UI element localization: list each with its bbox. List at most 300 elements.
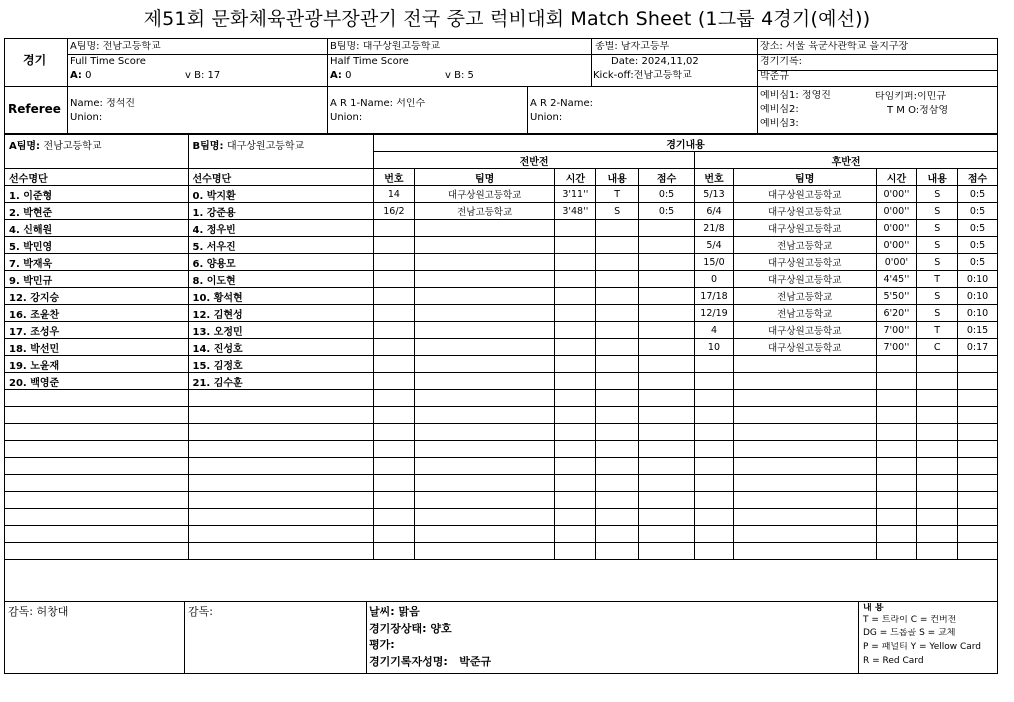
first-half-cell <box>374 526 415 543</box>
timekeeper-name: 이민규 <box>917 91 946 102</box>
first-half-cell <box>414 305 555 322</box>
match-info <box>5 39 997 87</box>
second-half-cell <box>695 424 734 441</box>
first-half-cell <box>639 441 695 458</box>
team-b-name: 대구상원고등학교 <box>362 41 441 52</box>
roster-b-player <box>188 407 374 424</box>
roster-b-player <box>188 475 374 492</box>
first-half-cell <box>555 322 596 339</box>
second-half-cell <box>876 526 917 543</box>
second-half-cell: 0:5 <box>958 237 998 254</box>
table-row <box>5 237 998 254</box>
first-half-cell: 14 <box>374 186 415 203</box>
referee-union-label: Union: <box>70 112 103 123</box>
first-half-cell <box>555 424 596 441</box>
first-half-cell <box>374 475 415 492</box>
first-half-cell <box>596 441 639 458</box>
reserve1-name: 정영진 <box>801 90 831 101</box>
first-half-cell <box>414 390 555 407</box>
team-a-name: 전남고등학교 <box>102 41 161 52</box>
second-half-cell: 대구상원고등학교 <box>733 339 876 356</box>
second-half-cell: S <box>917 254 958 271</box>
roster-a-player: 20. 백영준 <box>5 373 189 390</box>
roster-a-player: 18. 박선민 <box>5 339 189 356</box>
legend-title: 내 용 <box>863 603 884 613</box>
second-half-cell <box>958 407 998 424</box>
second-half-cell: 0:10 <box>958 305 998 322</box>
category-value: 남자고등부 <box>620 41 670 52</box>
reserve1-label: 예비심1: <box>760 90 799 101</box>
first-half-cell <box>639 373 695 390</box>
second-half-cell: 5'50'' <box>876 288 917 305</box>
match-sheet <box>4 38 998 674</box>
table-row <box>5 373 998 390</box>
second-half-cell: 7'00'' <box>876 322 917 339</box>
page-title: 제51회 문화체육관광부장관기 전국 중고 럭비대회 Match Sheet (1그룹 4경기(예선)) <box>143 8 871 30</box>
first-half-cell <box>596 407 639 424</box>
second-half-cell <box>917 424 958 441</box>
tmo-name: 정삼영 <box>919 105 949 116</box>
table-row <box>5 543 998 560</box>
roster-b-player: 8. 이도현 <box>188 271 374 288</box>
referee-name: 정석진 <box>106 98 136 109</box>
roster-a-player <box>5 475 189 492</box>
second-half-cell <box>733 441 876 458</box>
second-half-cell <box>695 356 734 373</box>
first-half-cell: 전남고등학교 <box>414 203 555 220</box>
first-half-cell <box>596 254 639 271</box>
table-row <box>5 271 998 288</box>
second-half-cell: 17/18 <box>695 288 734 305</box>
table-row <box>5 475 998 492</box>
legend-line: R = Red Card <box>863 656 924 666</box>
first-half-cell <box>555 492 596 509</box>
roster-b-player: 6. 양용모 <box>188 254 374 271</box>
roster-b-player: 5. 서우진 <box>188 237 374 254</box>
first-half-cell <box>639 254 695 271</box>
second-half-cell <box>917 407 958 424</box>
second-half-cell <box>958 424 998 441</box>
second-half-cell: 0 <box>695 271 734 288</box>
full-b-score: 17 <box>207 70 221 81</box>
first-half-cell <box>374 237 415 254</box>
roster-a-player: 7. 박재욱 <box>5 254 189 271</box>
first-half-cell <box>596 305 639 322</box>
first-half-cell <box>555 339 596 356</box>
first-half-cell <box>596 526 639 543</box>
evaluation-label: 평가: <box>369 639 395 651</box>
second-half-cell: 0'00'' <box>876 237 917 254</box>
first-half-cell <box>596 475 639 492</box>
second-half-cell: 대구상원고등학교 <box>733 203 876 220</box>
second-half-cell <box>917 475 958 492</box>
table-row <box>5 203 998 220</box>
coach-b-label: 감독: <box>188 606 213 618</box>
first-half-cell <box>596 288 639 305</box>
match-label: 경기 <box>23 54 47 66</box>
first-half-cell <box>639 271 695 288</box>
second-half-cell <box>733 356 876 373</box>
table-row <box>5 322 998 339</box>
roster-a-player <box>5 509 189 526</box>
first-half-cell <box>414 475 555 492</box>
second-half-cell: 4'45'' <box>876 271 917 288</box>
first-half-cell <box>414 492 555 509</box>
second-half-cell: 10 <box>695 339 734 356</box>
second-half-cell: 0:5 <box>958 254 998 271</box>
first-half-cell <box>374 373 415 390</box>
team-a-label: A팀명: <box>70 41 100 52</box>
first-half-cell <box>374 288 415 305</box>
first-half-cell <box>414 339 555 356</box>
first-half-cell: 3'11'' <box>555 186 596 203</box>
table-row <box>5 390 998 407</box>
table-row <box>5 526 998 543</box>
second-half-cell: 0'00'' <box>876 220 917 237</box>
second-half-cell: 0:15 <box>958 322 998 339</box>
first-half-cell <box>374 441 415 458</box>
roster-a-player: 4. 신해원 <box>5 220 189 237</box>
event-col-header: 시간 <box>876 169 917 186</box>
first-half-cell: 대구상원고등학교 <box>414 186 555 203</box>
first-half-cell <box>414 458 555 475</box>
first-half-cell <box>414 543 555 560</box>
second-half-cell <box>695 458 734 475</box>
roster-b-player <box>188 458 374 475</box>
event-col-header: 팀명 <box>414 169 555 186</box>
second-half-cell <box>876 543 917 560</box>
first-half-cell <box>414 424 555 441</box>
first-half-cell <box>414 373 555 390</box>
roster-b-player: 14. 진성호 <box>188 339 374 356</box>
referee-info <box>5 87 997 134</box>
first-half-cell <box>639 509 695 526</box>
second-half-cell <box>958 526 998 543</box>
second-half-cell: 4 <box>695 322 734 339</box>
second-half-cell <box>695 373 734 390</box>
second-half-cell <box>917 509 958 526</box>
second-half-cell <box>695 441 734 458</box>
first-half-cell <box>374 305 415 322</box>
second-half-cell: 0:10 <box>958 271 998 288</box>
column-header-row <box>5 169 998 186</box>
kickoff-value: 전남고등학교 <box>633 70 692 81</box>
first-half-cell <box>639 492 695 509</box>
table-row <box>5 254 998 271</box>
first-half-cell <box>555 509 596 526</box>
second-half-cell <box>733 373 876 390</box>
first-half-cell <box>414 441 555 458</box>
second-half-cell: 전남고등학교 <box>733 237 876 254</box>
second-half-cell: 0'00'' <box>876 186 917 203</box>
second-half-cell <box>876 407 917 424</box>
first-half-cell <box>414 220 555 237</box>
second-half-cell: 0:10 <box>958 288 998 305</box>
roster-a-col-header: 선수명단 <box>5 169 189 186</box>
second-half-cell: S <box>917 203 958 220</box>
first-half-cell: 0:5 <box>639 186 695 203</box>
second-half-cell: 대구상원고등학교 <box>733 220 876 237</box>
second-half-cell <box>917 441 958 458</box>
second-half-cell: 15/0 <box>695 254 734 271</box>
second-half-cell <box>695 407 734 424</box>
roster-a-player: 19. 노윤재 <box>5 356 189 373</box>
second-half-cell <box>917 356 958 373</box>
timekeeper-label: 타임키퍼: <box>875 91 918 102</box>
date-value: 2024,11,02 <box>641 56 699 67</box>
first-half-cell <box>555 373 596 390</box>
second-half-cell: S <box>917 220 958 237</box>
team-b-label: B팀명: <box>330 41 360 52</box>
reserve2-label: 예비심2: <box>760 104 799 115</box>
roster-a-player <box>5 407 189 424</box>
first-half-cell <box>374 509 415 526</box>
second-half-cell: 대구상원고등학교 <box>733 186 876 203</box>
first-half-cell <box>555 475 596 492</box>
event-col-header: 팀명 <box>733 169 876 186</box>
second-half-cell <box>917 543 958 560</box>
event-col-header: 번호 <box>695 169 734 186</box>
second-half-cell: 0:5 <box>958 203 998 220</box>
category-label: 종별: <box>595 41 618 52</box>
recorder-label: 경기기록: <box>760 56 803 67</box>
event-col-header: 내용 <box>596 169 639 186</box>
first-half-cell <box>555 458 596 475</box>
full-vb-label: v B: <box>185 70 205 81</box>
first-half-cell <box>555 526 596 543</box>
second-half-cell <box>876 373 917 390</box>
second-half-cell: 0:17 <box>958 339 998 356</box>
first-half-cell <box>555 543 596 560</box>
first-half-cell <box>596 339 639 356</box>
weather-value: 맑음 <box>398 606 420 618</box>
first-half-cell <box>596 373 639 390</box>
first-half-cell <box>414 288 555 305</box>
second-half-cell: T <box>917 271 958 288</box>
roster-a-player <box>5 543 189 560</box>
roster-b-player <box>188 424 374 441</box>
first-half-cell: 0:5 <box>639 203 695 220</box>
roster-b-player: 13. 오정민 <box>188 322 374 339</box>
second-half-cell <box>876 458 917 475</box>
venue-label: 장소: <box>760 41 783 52</box>
first-half-cell <box>374 458 415 475</box>
first-half-cell: S <box>596 203 639 220</box>
first-half-cell <box>596 271 639 288</box>
first-half-cell <box>414 254 555 271</box>
second-half-cell <box>958 492 998 509</box>
roster-b-team-label: B팀명: <box>192 141 224 152</box>
first-half-cell <box>639 458 695 475</box>
first-half-cell <box>374 339 415 356</box>
coach-a-label: 감독: <box>8 606 33 618</box>
second-half-cell <box>917 458 958 475</box>
second-half-cell: C <box>917 339 958 356</box>
roster-b-player <box>188 441 374 458</box>
first-half-cell <box>555 288 596 305</box>
second-half-cell <box>917 492 958 509</box>
second-half-cell <box>958 475 998 492</box>
roster-b-player: 15. 김정호 <box>188 356 374 373</box>
header-row <box>5 135 998 152</box>
roster-b-player: 0. 박지환 <box>188 186 374 203</box>
second-half-cell <box>876 441 917 458</box>
second-half-cell: 21/8 <box>695 220 734 237</box>
roster-a-player: 1. 이준형 <box>5 186 189 203</box>
half-time-label: Half Time Score <box>330 56 409 67</box>
roster-a-player: 17. 조성우 <box>5 322 189 339</box>
first-half-cell <box>639 288 695 305</box>
first-half-cell <box>639 220 695 237</box>
roster-a-player: 9. 박민규 <box>5 271 189 288</box>
first-half-cell <box>414 271 555 288</box>
second-half-cell: 전남고등학교 <box>733 288 876 305</box>
field-label: 경기장상태: <box>369 623 427 635</box>
first-half-cell <box>596 390 639 407</box>
second-half-cell <box>876 492 917 509</box>
table-row <box>5 220 998 237</box>
roster-a-player: 5. 박민영 <box>5 237 189 254</box>
first-half-cell <box>374 271 415 288</box>
second-half-cell <box>958 509 998 526</box>
second-half-cell <box>695 509 734 526</box>
second-half-cell <box>695 543 734 560</box>
first-half-cell <box>555 220 596 237</box>
second-half-cell: 6/4 <box>695 203 734 220</box>
second-half-cell <box>917 373 958 390</box>
recorder-value: 박준규 <box>760 71 789 82</box>
roster-b-player: 1. 강준용 <box>188 203 374 220</box>
first-half-cell <box>374 322 415 339</box>
roster-a-player <box>5 458 189 475</box>
first-half-cell <box>596 356 639 373</box>
roster-b-player <box>188 390 374 407</box>
roster-a-player <box>5 441 189 458</box>
first-half-cell <box>639 407 695 424</box>
roster-b-player <box>188 509 374 526</box>
roster-a-player: 16. 조윤찬 <box>5 305 189 322</box>
table-row <box>5 356 998 373</box>
second-half-cell: 대구상원고등학교 <box>733 254 876 271</box>
venue-value: 서울 육군사관학교 을지구장 <box>785 41 909 52</box>
roster-events-table <box>4 134 998 560</box>
first-half-cell <box>555 271 596 288</box>
first-half-cell <box>639 305 695 322</box>
roster-a-team <box>5 135 189 169</box>
second-half-cell <box>733 390 876 407</box>
roster-b-player <box>188 492 374 509</box>
second-half-cell <box>695 492 734 509</box>
date-label: Date: <box>611 56 639 67</box>
first-half-cell <box>639 543 695 560</box>
footer-info <box>5 601 997 673</box>
legend-line: P = 패널티 Y = Yellow Card <box>863 642 982 652</box>
first-half-cell <box>555 305 596 322</box>
second-half-cell <box>733 543 876 560</box>
roster-a-player <box>5 424 189 441</box>
roster-a-player <box>5 492 189 509</box>
first-half-cell <box>639 526 695 543</box>
roster-b-player <box>188 526 374 543</box>
second-half-cell: S <box>917 237 958 254</box>
second-half-cell <box>876 424 917 441</box>
first-half-cell <box>639 390 695 407</box>
event-col-header: 내용 <box>917 169 958 186</box>
first-half-cell <box>555 407 596 424</box>
roster-b-player: 4. 정우빈 <box>188 220 374 237</box>
second-half-cell <box>733 458 876 475</box>
table-row <box>5 424 998 441</box>
second-half-cell: 0:5 <box>958 186 998 203</box>
table-row <box>5 441 998 458</box>
second-half-cell <box>733 526 876 543</box>
second-half-cell: 대구상원고등학교 <box>733 271 876 288</box>
second-half-cell <box>958 356 998 373</box>
first-half-label: 전반전 <box>374 152 695 169</box>
field-value: 양호 <box>430 623 452 635</box>
roster-b-player: 10. 황석현 <box>188 288 374 305</box>
second-half-cell: 5/4 <box>695 237 734 254</box>
first-half-cell <box>414 322 555 339</box>
first-half-cell <box>374 543 415 560</box>
signature-value: 박준규 <box>459 656 492 668</box>
legend-line: DG = 드롭골 S = 교체 <box>863 628 956 638</box>
coach-a-name: 허창대 <box>36 606 69 618</box>
second-half-cell: 12/19 <box>695 305 734 322</box>
second-half-cell <box>958 441 998 458</box>
first-half-cell <box>374 390 415 407</box>
roster-a-team-label: A팀명: <box>9 141 41 152</box>
second-half-cell: 전남고등학교 <box>733 305 876 322</box>
second-half-cell <box>695 390 734 407</box>
roster-b-team-name: 대구상원고등학교 <box>226 141 305 152</box>
roster-b-team <box>188 135 374 169</box>
table-row <box>5 492 998 509</box>
second-half-cell <box>958 373 998 390</box>
first-half-cell <box>374 254 415 271</box>
first-half-cell <box>639 424 695 441</box>
table-row <box>5 288 998 305</box>
first-half-cell <box>596 509 639 526</box>
referee-name-label: Name: <box>70 98 103 109</box>
first-half-cell <box>555 254 596 271</box>
second-half-cell: 5/13 <box>695 186 734 203</box>
second-half-cell: 0:5 <box>958 220 998 237</box>
first-half-cell <box>596 424 639 441</box>
full-time-label: Full Time Score <box>70 56 146 67</box>
legend-line: T = 트라이 C = 컨버전 <box>863 615 957 625</box>
first-half-cell <box>596 543 639 560</box>
first-half-cell <box>374 220 415 237</box>
second-half-cell: S <box>917 288 958 305</box>
half-vb-label: v B: <box>445 70 465 81</box>
first-half-cell <box>374 356 415 373</box>
event-col-header: 점수 <box>958 169 998 186</box>
half-a-score: 0 <box>345 70 352 81</box>
weather-label: 날씨: <box>369 606 395 618</box>
first-half-cell: 3'48'' <box>555 203 596 220</box>
second-half-cell <box>876 390 917 407</box>
first-half-cell <box>414 356 555 373</box>
first-half-cell: 16/2 <box>374 203 415 220</box>
second-half-cell <box>733 407 876 424</box>
events-header: 경기내용 <box>374 135 998 152</box>
second-half-cell <box>876 475 917 492</box>
second-half-cell <box>917 390 958 407</box>
second-half-cell: S <box>917 305 958 322</box>
first-half-cell <box>596 237 639 254</box>
tmo-label: T M O: <box>887 105 920 116</box>
